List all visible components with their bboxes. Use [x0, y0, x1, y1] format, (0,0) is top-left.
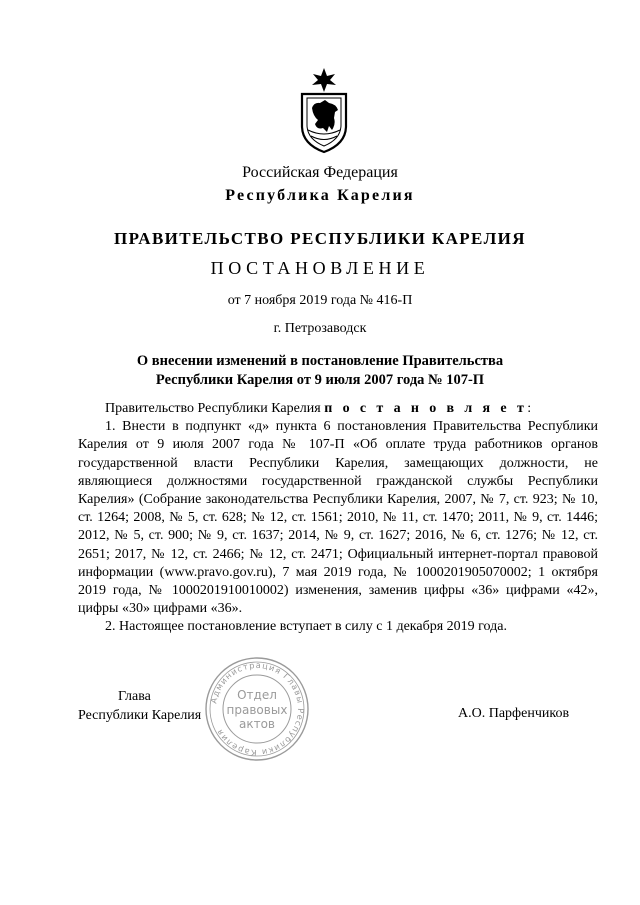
- signatory-name: А.О. Парфенчиков: [458, 706, 570, 721]
- signatory-title-line-1: Глава: [118, 689, 151, 704]
- document-body: [78, 400, 598, 637]
- republic-name: Республика Карелия: [225, 187, 415, 204]
- government-name: ПРАВИТЕЛЬСТВО РЕСПУБЛИКИ КАРЕЛИЯ: [114, 229, 526, 248]
- karelia-coat-of-arms-icon: [298, 68, 350, 154]
- preamble-colon: :: [527, 401, 532, 416]
- document-city: г. Петрозаводск: [273, 321, 367, 336]
- office-stamp-icon: [203, 655, 311, 763]
- preamble-text: Правительство Республики Карелия: [105, 401, 321, 416]
- document-date-number: от 7 ноября 2019 года № 416-П: [227, 293, 413, 308]
- stamp-ring-text: Администрация Главы Республики Карелия: [208, 659, 307, 759]
- preamble-verb: п о с т а н о в л я е т: [324, 401, 528, 416]
- preamble-paragraph: [78, 400, 598, 418]
- stamp-center-line-2: правовых: [226, 703, 288, 717]
- paragraph-item-2: 2. Настоящее постановление вступает в силу с 1 декабря 2019 года.: [105, 619, 507, 635]
- document-subject: [0, 352, 640, 390]
- document-type: ПОСТАНОВЛЕНИЕ: [210, 258, 430, 278]
- stamp-center-line-1: Отдел: [237, 688, 277, 702]
- subject-line-2: Республики Карелия от 9 июля 2007 года № 107-П: [155, 372, 485, 388]
- stamp-center-line-3: актов: [238, 717, 276, 731]
- subject-line-1: О внесении изменений в постановление Правительства: [136, 353, 504, 369]
- signatory-title: [78, 688, 218, 725]
- paragraph-item-1: 1. Внести в подпункт «д» пункта 6 постановления Правительства Республики Карелия от 9 июля 2007 года № 107-П «Об оплате труда работников органов государственной власти Республики Карелия, замещающих должности, не являющиеся должностями государственной гражданской службы Республики Карелия» (Собрание законодательства Республики Карелия, 2007, № 7, ст. 923; № 10, ст. 1264; 2008, № 5, ст. 628; № 12, ст. 1561; 2010, № 11, ст. 1470; 2011, № 9, ст. 1446; 2012, № 5, ст. 900; № 9, ст. 1637; 2014, № 9, ст. 1627; 2016, № 6, ст. 1276; № 12, ст. 2651; 2017, № 12, ст. 2466; № 12, ст. 2471; Официальный интернет-портал правовой информации (www.pravo.gov.ru), 7 мая 2019 года, № 1000201905070002; 1 октября 2019 года, № 1000201910010002) изменения, заменив цифры «36» цифрами «42», цифры «30» цифрами «36».: [78, 419, 598, 617]
- country-name: Российская Федерация: [242, 164, 398, 181]
- signatory-title-line-2: Республики Карелия: [78, 707, 202, 723]
